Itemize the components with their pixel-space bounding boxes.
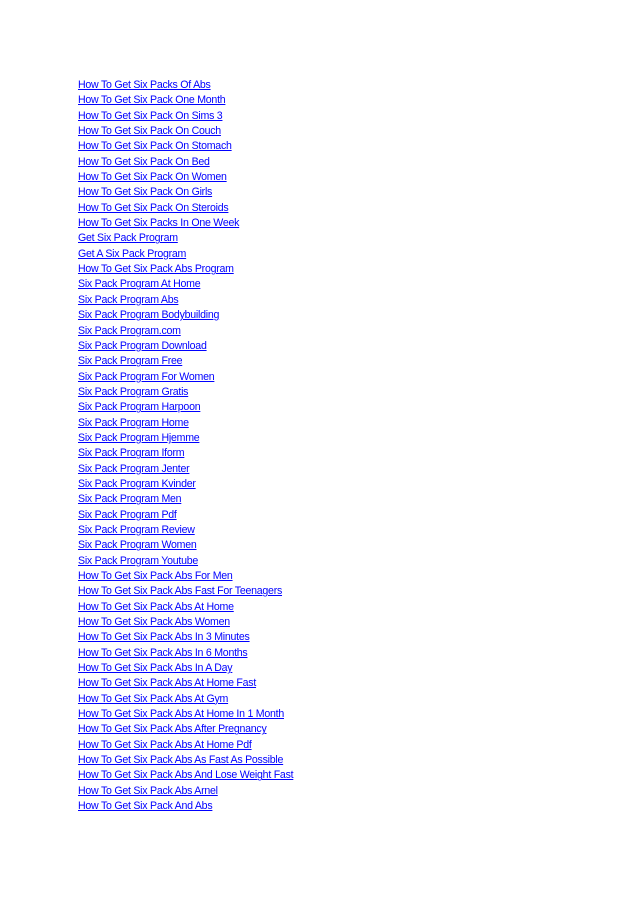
list-item (78, 168, 293, 183)
hyperlink[interactable]: How To Get Six Pack Abs At Gym (78, 692, 229, 705)
hyperlink[interactable]: How To Get Six Pack On Girls (78, 186, 213, 199)
list-item (78, 414, 293, 429)
hyperlink[interactable]: How To Get Six Pack Abs In 6 Months (78, 646, 248, 659)
hyperlink[interactable]: How To Get Six Pack Abs And Lose Weight Fast (78, 769, 294, 782)
list-item (78, 383, 293, 398)
list-item (78, 429, 293, 444)
hyperlink[interactable]: How To Get Six Pack Abs Fast For Teenagers (78, 585, 283, 598)
hyperlink[interactable]: Six Pack Program Review (78, 523, 195, 536)
hyperlink[interactable]: How To Get Six Pack Abs In A Day (78, 662, 233, 675)
list-item (78, 122, 293, 137)
list-item (78, 199, 293, 214)
list-item (78, 137, 293, 152)
hyperlink[interactable]: How To Get Six Packs In One Week (78, 217, 240, 230)
hyperlink[interactable]: Six Pack Program.com (78, 324, 181, 337)
hyperlink[interactable]: How To Get Six Pack Abs After Pregnancy (78, 723, 267, 736)
list-item (78, 628, 293, 643)
hyperlink[interactable]: How To Get Six Pack Abs At Home In 1 Month (78, 708, 284, 721)
list-item (78, 797, 293, 812)
hyperlink[interactable]: Six Pack Program Free (78, 355, 183, 368)
list-item (78, 306, 293, 321)
list-item (78, 475, 293, 490)
list-item (78, 368, 293, 383)
hyperlink[interactable]: Get Six Pack Program (78, 232, 178, 245)
hyperlink[interactable]: Six Pack Program Bodybuilding (78, 309, 220, 322)
hyperlink[interactable]: How To Get Six Pack One Month (78, 94, 226, 107)
list-item (78, 736, 293, 751)
list-item (78, 613, 293, 628)
hyperlink[interactable]: How To Get Six Pack Abs At Home Fast (78, 677, 257, 690)
list-item (78, 567, 293, 582)
hyperlink[interactable]: Six Pack Program Men (78, 493, 182, 506)
hyperlink[interactable]: How To Get Six Pack Abs Arnel (78, 784, 218, 797)
list-item (78, 506, 293, 521)
hyperlink[interactable]: Six Pack Program For Women (78, 370, 215, 383)
hyperlink[interactable]: Six Pack Program Women (78, 539, 197, 552)
list-item (78, 444, 293, 459)
hyperlink[interactable]: Six Pack Program Harpoon (78, 401, 201, 414)
hyperlink[interactable]: How To Get Six Pack Abs As Fast As Possible (78, 754, 284, 767)
hyperlink[interactable]: How To Get Six Pack On Bed (78, 155, 210, 168)
list-item (78, 552, 293, 567)
list-item (78, 644, 293, 659)
hyperlink[interactable]: How To Get Six Pack Abs Program (78, 263, 234, 276)
hyperlink[interactable]: Six Pack Program Gratis (78, 385, 189, 398)
list-item (78, 521, 293, 536)
hyperlink[interactable]: How To Get Six Pack On Women (78, 171, 227, 184)
hyperlink[interactable]: Six Pack Program Home (78, 416, 189, 429)
list-item (78, 582, 293, 597)
hyperlink[interactable]: How To Get Six Pack Abs At Home (78, 600, 234, 613)
hyperlink[interactable]: Six Pack Program Youtube (78, 554, 199, 567)
hyperlink[interactable]: How To Get Six Pack On Steroids (78, 201, 229, 214)
hyperlink[interactable]: How To Get Six Packs Of Abs (78, 79, 211, 91)
list-item (78, 107, 293, 122)
list-item (78, 352, 293, 367)
hyperlink[interactable]: Six Pack Program Abs (78, 293, 179, 306)
hyperlink[interactable]: How To Get Six Pack And Abs (78, 800, 213, 813)
list-item (78, 229, 293, 244)
list-item (78, 183, 293, 198)
list-item (78, 153, 293, 168)
list-item (78, 751, 293, 766)
list-item (78, 398, 293, 413)
list-item (78, 260, 293, 275)
hyperlink[interactable]: How To Get Six Pack On Couch (78, 125, 221, 138)
list-item (78, 291, 293, 306)
hyperlink[interactable]: Six Pack Program Pdf (78, 508, 177, 521)
list-item (78, 536, 293, 551)
list-item (78, 76, 293, 91)
hyperlink[interactable]: How To Get Six Pack On Sims 3 (78, 109, 223, 122)
list-item (78, 460, 293, 475)
list-item (78, 598, 293, 613)
list-item (78, 91, 293, 106)
hyperlink[interactable]: Six Pack Program At Home (78, 278, 201, 291)
hyperlink[interactable]: Get A Six Pack Program (78, 247, 187, 260)
list-item (78, 690, 293, 705)
list-item (78, 782, 293, 797)
hyperlink[interactable]: How To Get Six Pack Abs At Home Pdf (78, 738, 252, 751)
hyperlink[interactable]: Six Pack Program Hjemme (78, 431, 200, 444)
list-item (78, 766, 293, 781)
list-item (78, 275, 293, 290)
list-item (78, 490, 293, 505)
list-item (78, 705, 293, 720)
hyperlink[interactable]: Six Pack Program Iform (78, 447, 185, 460)
list-item (78, 337, 293, 352)
list-item (78, 659, 293, 674)
link-list (78, 76, 293, 813)
hyperlink[interactable]: Six Pack Program Kvinder (78, 477, 196, 490)
list-item (78, 214, 293, 229)
hyperlink[interactable]: Six Pack Program Jenter (78, 462, 190, 475)
list-item (78, 720, 293, 735)
hyperlink[interactable]: How To Get Six Pack Abs For Men (78, 570, 233, 582)
hyperlink[interactable]: How To Get Six Pack Abs Women (78, 616, 230, 629)
hyperlink[interactable]: Six Pack Program Download (78, 339, 207, 352)
list-item (78, 245, 293, 260)
list-item (78, 674, 293, 689)
list-item (78, 322, 293, 337)
hyperlink[interactable]: How To Get Six Pack Abs In 3 Minutes (78, 631, 250, 644)
hyperlink[interactable]: How To Get Six Pack On Stomach (78, 140, 232, 153)
